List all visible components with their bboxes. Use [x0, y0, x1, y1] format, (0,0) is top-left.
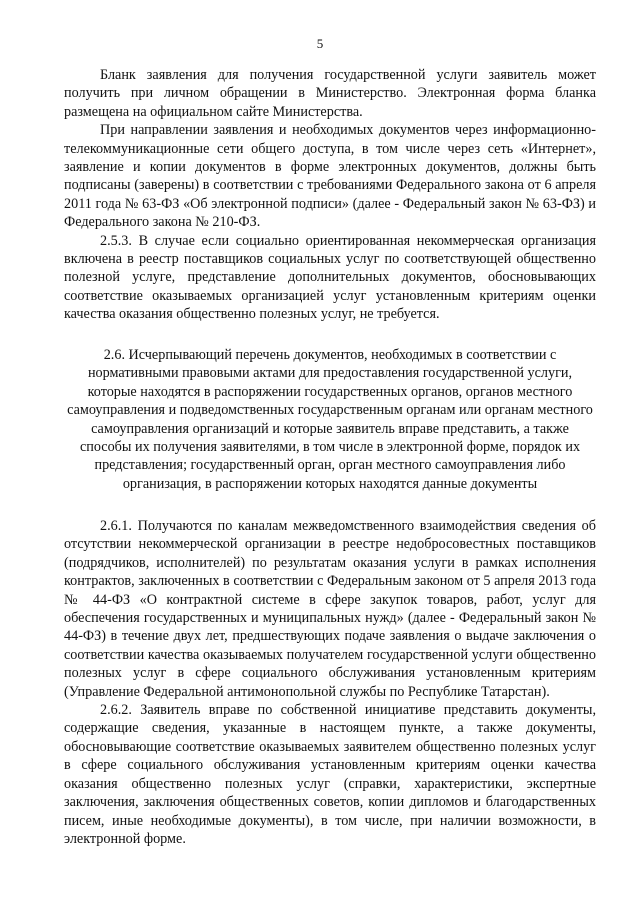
section-2-6-heading-block: [64, 346, 596, 493]
section-2-6-text: [64, 517, 596, 848]
paragraph-2-6-1: 2.6.1. Получаются по каналам межведомственного взаимодействия сведения об отсутствии некоммерческой организации в реестре недобросовестных поставщиков (подрядчиков, исполнителей) по результатам оказания услуги в рамках исполнения контрактов, заключенных в соответствии с Федеральным законом от 5 апреля 2013 года № 44-ФЗ «О контрактной системе в сфере закупок товаров, работ, услуг для обеспечения государственных и муниципальных нужд» (далее - Федеральный закон № 44-ФЗ) в течение двух лет, предшествующих подаче заявления о выдаче заключения о соответствии качества оказываемых получателем государственной услуги общественно полезных услуг в сфере социального обслуживания установленным критериям (Управление Федеральной антимонопольной службы по Республике Татарстан).: [64, 518, 596, 700]
page-number: 5: [316, 36, 324, 51]
paragraph-blank-form: Бланк заявления для получения государственной услуги заявитель может получить при личном обращении в Министерство. Электронная форма бланка размещена на официальном сайте Министерства.: [64, 67, 596, 120]
paragraph-2-6-2: 2.6.2. Заявитель вправе по собственной инициативе представить документы, содержащие сведения, указанные в настоящем пункте, а также документы, обосновывающие соответствие оказываемых заявителем общественно полезных услуг в сфере социального обслуживания установленным критериям оценки качества оказания общественно полезных услуг (справки, характеристики, экспертные заключения, заключения общественных советов, копии дипломов и благодарственных писем, иные необходимые документы), в том числе, при наличии возможности, в электронной форме.: [64, 702, 596, 847]
section-heading-2-6: 2.6. Исчерпывающий перечень документов, необходимых в соответствии с нормативными правовыми актами для предоставления государственной услуги, которые находятся в распоряжении государственных органов, органов местного самоуправления и подведомственных государственным органам или органам местного самоуправления организаций и которые заявитель вправе представить, а также способы их получения заявителями, в том числе в электронной форме, порядок их представления; государственный орган, орган местного самоуправления либо организация, в распоряжении которых находятся данные документы: [67, 347, 593, 492]
section-2-5-text: [64, 66, 596, 324]
paragraph-electronic-submission: При направлении заявления и необходимых документов через информационно-телекоммуникационные сети общего доступа, в том числе через сеть «Интернет», заявление и копии документов в форме электронных документов, должны быть подписаны (заверены) в соответствии с требованиями Федерального закона от 6 апреля 2011 года № 63-ФЗ «Об электронной подписи» (далее - Федеральный закон № 63-ФЗ) и Федерального закона № 210-ФЗ.: [64, 122, 596, 231]
paragraph-2-5-3: 2.5.3. В случае если социально ориентированная некоммерческая организация включена в реестр поставщиков социальных услуг по соответствующей общественно полезной услуге, представление дополнительных документов, обосновывающих соответствие оказываемых организацией услуг установленным критериям оценки качества оказания общественно полезных услуг, не требуется.: [64, 232, 596, 323]
